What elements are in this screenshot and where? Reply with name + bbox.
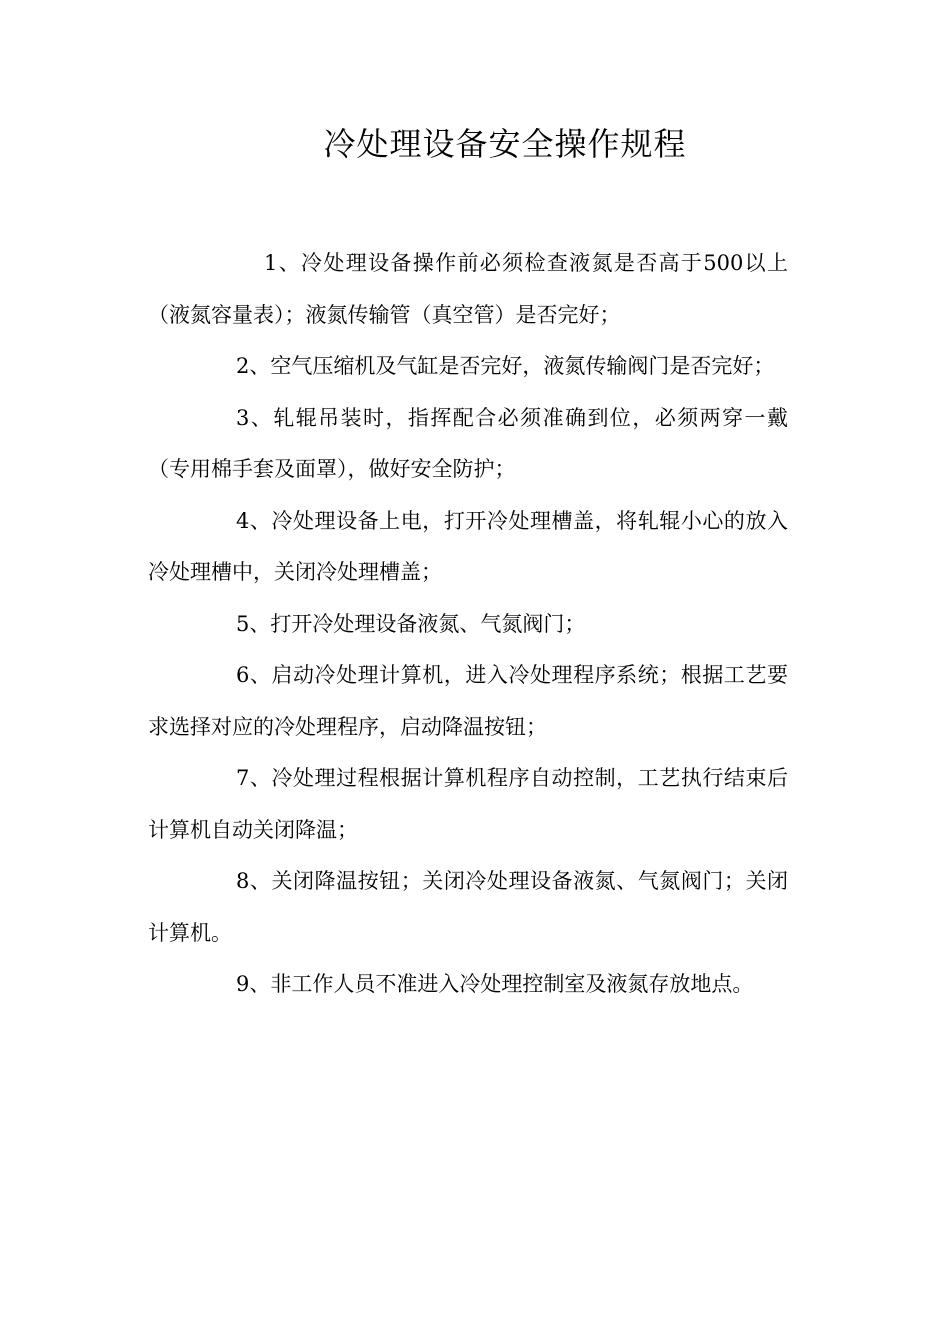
document-title: 冷处理设备安全操作规程: [323, 125, 687, 163]
paragraph-1: 1、冷处理设备操作前必须检查液氮是否高于500以上（液氮容量表）；液氮传输管（真空管）是否完好；: [148, 251, 788, 327]
paragraph-4: 4、冷处理设备上电，打开冷处理槽盖，将轧辊小心的放入冷处理槽中，关闭冷处理槽盖；: [148, 508, 788, 584]
paragraph-2: 2、空气压缩机及气缸是否完好，液氮传输阀门是否完好；: [236, 354, 775, 378]
document-body: [148, 238, 788, 1011]
paragraph-3: 3、轧辊吊装时，指挥配合必须准确到位，必须两穿一戴（专用棉手套及面罩），做好安全防护；: [148, 405, 788, 481]
paragraph-8: 8、关闭降温按钮；关闭冷处理设备液氮、气氮阀门；关闭计算机。: [148, 869, 788, 945]
paragraph-7: 7、冷处理过程根据计算机程序自动控制，工艺执行结束后计算机自动关闭降温；: [148, 766, 788, 842]
paragraph-6: 6、启动冷处理计算机，进入冷处理程序系统；根据工艺要求选择对应的冷处理程序，启动降温按钮；: [148, 663, 788, 739]
paragraph-5: 5、打开冷处理设备液氮、气氮阀门；: [236, 611, 586, 636]
paragraph-9: 9、非工作人员不准进入冷处理控制室及液氮存放地点。: [236, 972, 754, 996]
